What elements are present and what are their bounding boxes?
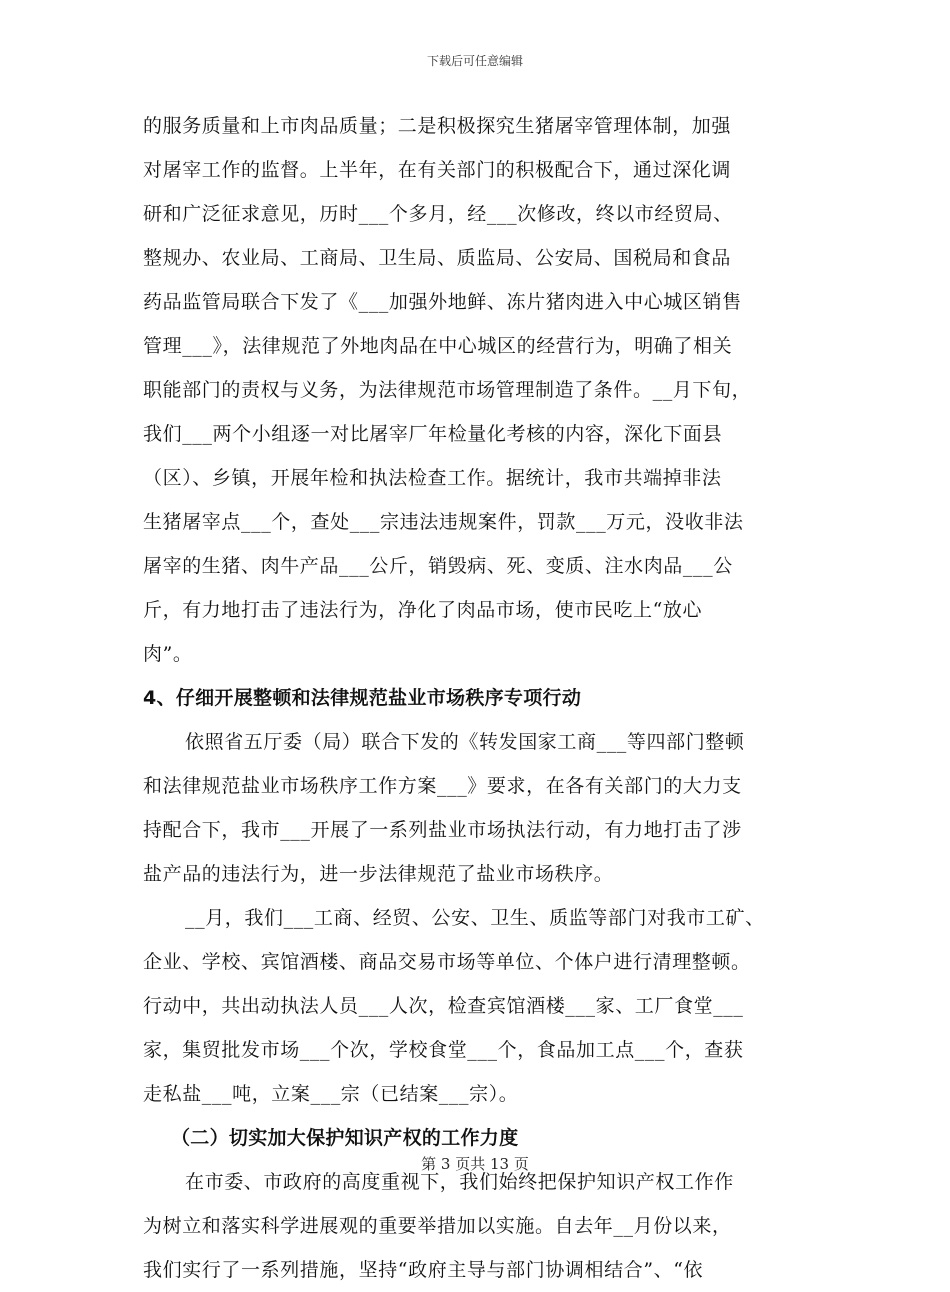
body-line: 整规办、农业局、工商局、卫生局、质监局、公安局、国税局和食品 — [143, 247, 732, 269]
body-line: 肉”。 — [143, 643, 193, 665]
body-line: 屠宰的生猪、肉牛产品___公斤，销毁病、死、变质、注水肉品___公 — [143, 555, 733, 577]
body-line: 家，集贸批发市场___个次，学校食堂___个，食品加工点___个，查获 — [143, 1039, 744, 1061]
body-line: （区）、乡镇，开展年检和执法检查工作。据统计，我市共端掉非法 — [143, 467, 722, 489]
body-line: 持配合下，我市___开展了一系列盐业市场执法行动，有力地打击了涉 — [143, 819, 742, 841]
page-header: 下载后可任意编辑 — [426, 54, 523, 68]
body-line: 我们实行了一系列措施，坚持“政府主导与部门协调相结合”、“依 — [143, 1259, 704, 1281]
body-line: 盐产品的违法行为，进一步法律规范了盐业市场秩序。 — [143, 863, 614, 885]
body-line: 走私盐___吨，立案___宗（已结案___宗）。 — [143, 1083, 519, 1105]
body-line: 研和广泛征求意见，历时___个多月，经___次修改，终以市经贸局、 — [143, 203, 733, 225]
body-line: 的服务质量和上市肉品质量；二是积极探究生猪屠宰管理体制，加强 — [143, 115, 732, 137]
body-line: 生猪屠宰点___个，查处___宗违法违规案件，罚款___万元，没收非法 — [143, 511, 744, 533]
body-line: 企业、学校、宾馆酒楼、商品交易市场等单位、个体户进行清理整顿。 — [143, 951, 751, 973]
body-line: 药品监管局联合下发了《___加强外地鲜、冻片猪肉进入中心城区销售 — [143, 291, 742, 313]
body-line: 我们___两个小组逐一对比屠宰厂年检量化考核的内容，深化下面县 — [143, 423, 723, 445]
body-line: 行动中，共出动执法人员___人次，检查宾馆酒楼___家、工厂食堂___ — [143, 995, 744, 1017]
body-line: 职能部门的责权与义务，为法律规范市场管理制造了条件。__月下旬， — [143, 379, 752, 401]
body-line: 依照省五厅委（局）联合下发的《转发国家工商___等四部门整顿 — [185, 731, 745, 753]
body-line: 和法律规范盐业市场秩序工作方案___》要求，在各有关部门的大力支 — [143, 775, 742, 797]
section-heading-ip-protection: （二）切实加大保护知识产权的工作力度 — [171, 1127, 519, 1149]
body-line: 为树立和落实科学进展观的重要举措加以实施。自去年__月份以来， — [143, 1215, 732, 1237]
body-line: 对屠宰工作的监督。上半年，在有关部门的积极配合下，通过深化调 — [143, 159, 732, 181]
body-line: 管理___》，法律规范了外地肉品在中心城区的经营行为，明确了相关 — [143, 335, 733, 357]
section-heading-salt-market: 4、仔细开展整顿和法律规范盐业市场秩序专项行动 — [143, 687, 582, 709]
document-body — [143, 104, 813, 1292]
body-line: __月，我们___工商、经贸、公安、卫生、质监等部门对我市工矿、 — [185, 907, 765, 929]
body-line: 斤，有力地打击了违法行为，净化了肉品市场，使市民吃上“放心 — [143, 599, 703, 621]
page-footer: 第 3 页共 13 页 — [421, 1155, 529, 1173]
body-line: 在市委、市政府的高度重视下，我们始终把保护知识产权工作作 — [185, 1171, 734, 1193]
